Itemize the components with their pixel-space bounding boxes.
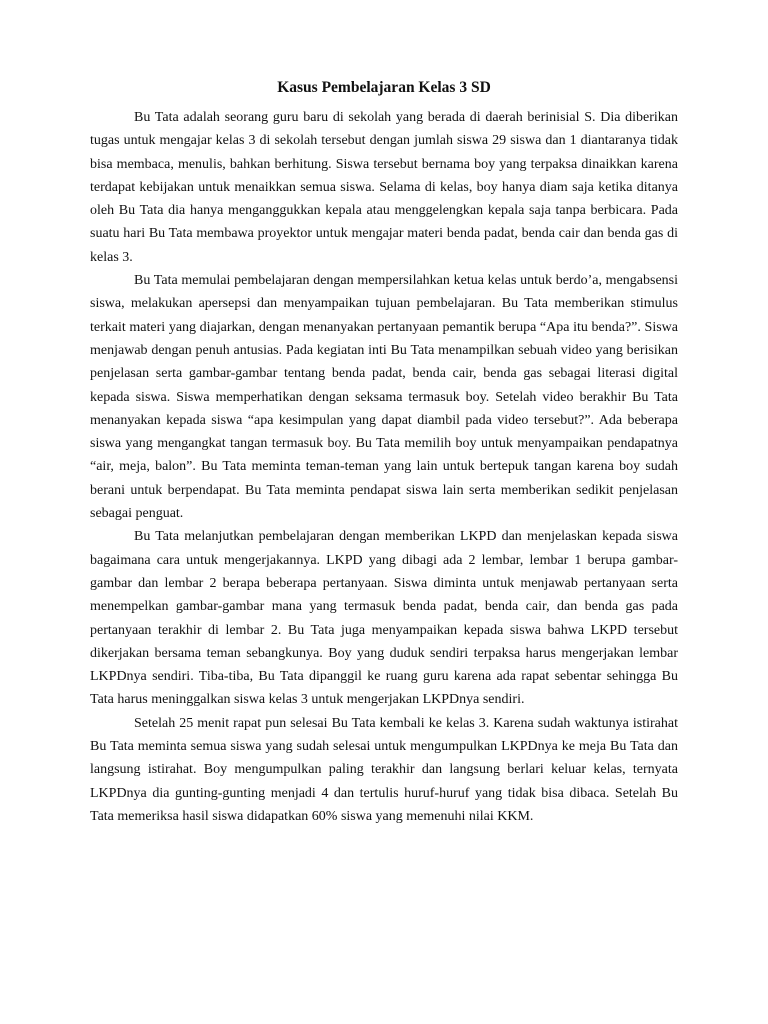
document-body <box>90 106 678 828</box>
paragraph-1: Bu Tata adalah seorang guru baru di sekolah yang berada di daerah berinisial S. Dia diberikan tugas untuk mengajar kelas 3 di sekolah tersebut dengan jumlah siswa 29 siswa dan 1 diantaranya tidak bisa membaca, menulis, bahkan berhitung. Siswa tersebut bernama boy yang terpaksa dinaikkan karena terdapat kebijakan untuk menaikkan semua siswa. Selama di kelas, boy hanya diam saja ketika ditanya oleh Bu Tata dia hanya menganggukkan kepala atau menggelengkan kepala saja tanpa berbicara. Pada suatu hari Bu Tata membawa proyektor untuk mengajar materi benda padat, benda cair dan benda gas di kelas 3. <box>90 110 678 265</box>
paragraph-2: Bu Tata memulai pembelajaran dengan mempersilahkan ketua kelas untuk berdo’a, mengabsensi siswa, melakukan apersepsi dan menyampaikan tujuan pembelajaran. Bu Tata memberikan stimulus terkait materi yang diajarkan, dengan menanyakan pertanyaan pemantik berupa “Apa itu benda?”. Siswa menjawab dengan penuh antusias. Pada kegiatan inti Bu Tata menampilkan sebuah video yang berisikan penjelasan serta gambar-gambar tentang benda padat, benda cair, benda gas sebagai literasi digital kepada siswa. Siswa memperhatikan dengan seksama termasuk boy. Setelah video berakhir Bu Tata menanyakan kepada siswa “apa kesimpulan yang dapat diambil pada video tersebut?”. Ada beberapa siswa yang mengangkat tangan termasuk boy. Bu Tata memilih boy untuk menyampaikan pendapatnya “air, meja, balon”. Bu Tata meminta teman-teman yang lain untuk bertepuk tangan karena boy sudah berani untuk berpendapat. Bu Tata meminta pendapat siswa lain serta memberikan sedikit penjelasan sebagai penguat. <box>90 273 678 522</box>
paragraph-3: Bu Tata melanjutkan pembelajaran dengan memberikan LKPD dan menjelaskan kepada siswa bagaimana cara untuk mengerjakannya. LKPD yang dibagi ada 2 lembar, lembar 1 berupa gambar-gambar dan lembar 2 berapa beberapa pertanyaan. Siswa diminta untuk menjawab pertanyaan serta menempelkan gambar-gambar mana yang termasuk benda padat, benda cair, dan benda gas pada pertanyaan terakhir di lembar 2. Bu Tata juga menyampaikan kepada siswa bahwa LKPD tersebut dikerjakan bersama teman sebangkunya. Boy yang duduk sendiri terpaksa harus mengerjakan lembar LKPDnya sendiri. Tiba-tiba, Bu Tata dipanggil ke ruang guru karena ada rapat sebentar sehingga Bu Tata harus meninggalkan siswa kelas 3 untuk mengerjakan LKPDnya sendiri. <box>90 529 678 708</box>
paragraph-4: Setelah 25 menit rapat pun selesai Bu Tata kembali ke kelas 3. Karena sudah waktunya istirahat Bu Tata meminta semua siswa yang sudah selesai untuk mengumpulkan LKPDnya ke meja Bu Tata dan langsung istirahat. Boy mengumpulkan paling terakhir dan langsung berlari keluar kelas, ternyata LKPDnya dia gunting-gunting menjadi 4 dan tertulis huruf-huruf yang tidak bisa dibaca. Setelah Bu Tata memeriksa hasil siswa didapatkan 60% siswa yang memenuhi nilai KKM. <box>90 715 678 824</box>
page-title: Kasus Pembelajaran Kelas 3 SD <box>277 79 491 96</box>
